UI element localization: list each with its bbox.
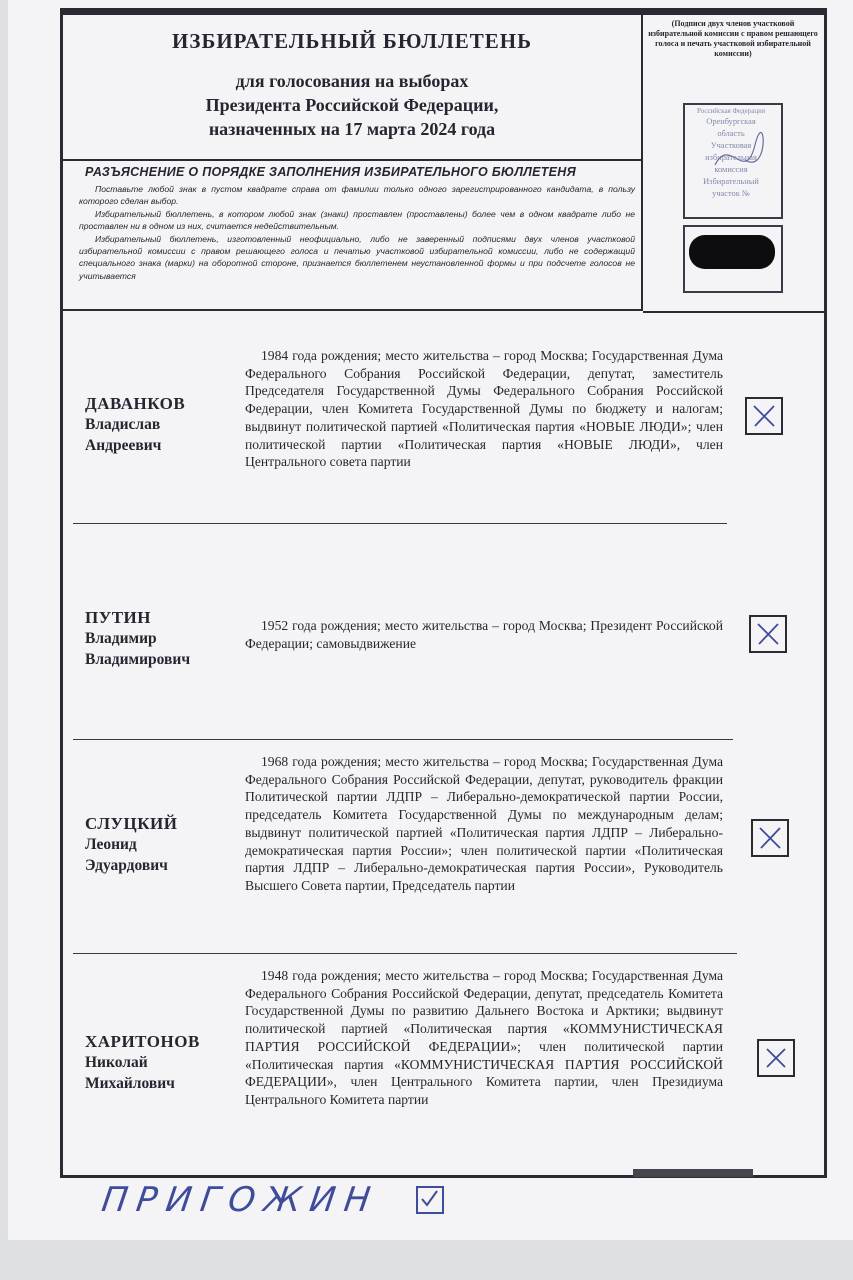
- candidate-row: [63, 525, 824, 737]
- stamp-line: Участковая: [710, 141, 752, 150]
- instructions-paragraph: Избирательный бюллетень, изготовленный неофициально, либо не заверенный подписями двух членов участковой избирательной комиссии с правом решающего голоса и печатью участковой избирательной комиссии, либо не содержащий специального знака (марки) на оборотной стороне, признается бюллетенем неустановленной формы и при подсчете голосов не учитывается: [79, 233, 635, 281]
- redaction-box: [683, 225, 783, 293]
- stamp-line: избирательная: [705, 153, 757, 162]
- vote-checkbox[interactable]: [757, 1039, 795, 1077]
- candidate-middle-name: Эдуардович: [85, 857, 168, 874]
- instructions-paragraph: Поставьте любой знак в пустом квадрате справа от фамилии только одного зарегистрированного кандидата, в пользу которого сделан выбор.: [79, 184, 635, 207]
- candidate-row: [63, 955, 824, 1169]
- candidate-row: [63, 741, 824, 953]
- ballot-subtitle: [63, 69, 641, 141]
- check-mark-icon: [418, 1188, 440, 1210]
- signature-scribble: [685, 105, 781, 217]
- bio-text: 1952 года рождения; место жительства – город Москва; Президент Российской Федерации; самовыдвижение: [245, 618, 723, 651]
- row-divider: [73, 739, 733, 740]
- candidate-first-name: Леонид: [85, 836, 137, 853]
- signature-panel: [643, 11, 824, 313]
- x-mark-icon: [763, 1045, 789, 1071]
- vote-checkbox[interactable]: [749, 615, 787, 653]
- candidate-last-name: СЛУЦКИЙ: [85, 814, 178, 833]
- signature-note: (Подписи двух членов участковой избирательной комиссии с правом решающего голоса и печать участковой избирательной комиссии): [648, 19, 818, 58]
- candidate-bio: [245, 617, 723, 652]
- ballot-header: [63, 11, 643, 161]
- subtitle-line-1: для голосования на выборах: [235, 71, 469, 91]
- bio-text: 1968 года рождения; место жительства – город Москва; Государственная Дума Федерального Собрания Российской Федерации, депутат, руководитель фракции Политической партии ЛДПР – Либерально-демократической партии России, председатель Комитета Государственной Думы по международным делам; выдвинут политической партией «Политическая партия ЛДПР – Либерально-демократическая партия России»; член политической партии «Политическая партия ЛДПР – Либерально-демократическая партия России», Руководитель Высшего Совета партии, Председатель партии: [245, 754, 723, 893]
- redacted-mark: [689, 235, 775, 269]
- vote-checkbox[interactable]: [751, 819, 789, 857]
- candidate-middle-name: Владимирович: [85, 651, 191, 668]
- bottom-rule: [633, 1169, 753, 1177]
- candidate-name: [85, 607, 190, 670]
- stamp-line: область: [717, 129, 745, 138]
- candidate-last-name: ДАВАНКОВ: [85, 394, 186, 413]
- stamp-line: участок №: [712, 189, 750, 198]
- candidate-bio: [245, 753, 723, 895]
- instructions-title: РАЗЪЯСНЕНИЕ О ПОРЯДКЕ ЗАПОЛНЕНИЯ ИЗБИРАТЕЛЬНОГО БЮЛЛЕТЕНЯ: [85, 165, 577, 179]
- subtitle-line-3: назначенных на 17 марта 2024 года: [208, 119, 496, 139]
- stamp-line: комиссия: [714, 165, 748, 174]
- stamp-line: Избирательный: [703, 177, 759, 186]
- paper-sheet: [8, 0, 853, 1240]
- candidate-name: [85, 393, 185, 456]
- candidate-name: [85, 1031, 200, 1094]
- candidate-first-name: Владимир: [85, 630, 157, 647]
- vote-checkbox[interactable]: [745, 397, 783, 435]
- candidate-row: [63, 313, 824, 528]
- stamp-line: Оренбургская: [706, 117, 756, 126]
- x-mark-icon: [755, 621, 781, 647]
- candidate-middle-name: Михайлович: [85, 1075, 175, 1092]
- ballot: [60, 8, 827, 1178]
- bio-text: 1984 года рождения; место жительства – город Москва; Государственная Дума Федерального Собрания Российской Федерации, депутат, заместитель Председателя Государственной Думы Федерального Собрания Российской Федерации, член Комитета Государственной Думы по бюджету и налогам; выдвинут политической партией «Политическая партия «НОВЫЕ ЛЮДИ»; член политической партии «Политическая партия «НОВЫЕ ЛЮДИ», член Центрального совета партии: [245, 348, 723, 470]
- candidate-name: [85, 813, 178, 876]
- candidate-bio: [245, 347, 723, 471]
- ballot-title: ИЗБИРАТЕЛЬНЫЙ БЮЛЛЕТЕНЬ: [172, 29, 532, 53]
- row-divider: [73, 953, 737, 954]
- candidate-last-name: ПУТИН: [85, 608, 151, 627]
- stamp-box: [683, 103, 783, 219]
- x-mark-icon: [757, 825, 783, 851]
- instructions-block: [63, 161, 643, 311]
- instructions-text: [79, 183, 635, 282]
- candidate-first-name: Николай: [85, 1054, 148, 1071]
- bio-text: 1948 года рождения; место жительства – город Москва; Государственная Дума Федерального Собрания Российской Федерации, депутат, председатель Комитета Государственной Думы по развитию Дальнего Востока и Арктики; выдвинут политической партией «Политическая партия «КОММУНИСТИЧЕСКАЯ ПАРТИЯ РОССИЙСКОЙ ФЕДЕРАЦИИ»; член политической партии «Политическая партия «КОММУНИСТИЧЕСКАЯ ПАРТИЯ РОССИЙСКОЙ ФЕДЕРАЦИИ», член Центрального Комитета партии, член Президиума Центрального Комитета партии: [245, 968, 723, 1107]
- candidate-middle-name: Андреевич: [85, 437, 162, 454]
- candidate-last-name: ХАРИТОНОВ: [85, 1032, 200, 1051]
- stamp-line: Российская Федерация: [696, 107, 766, 115]
- x-mark-icon: [751, 403, 777, 429]
- row-divider: [73, 523, 727, 524]
- subtitle-line-2: Президента Российской Федерации,: [205, 95, 499, 115]
- candidate-bio: [245, 967, 723, 1109]
- instructions-paragraph: Избирательный бюллетень, в котором любой знак (знаки) проставлен (проставлены) более чем в одном квадрате либо не проставлен ни в одном из них, считается недействительным.: [79, 208, 635, 232]
- handwritten-checkbox[interactable]: [416, 1186, 444, 1214]
- handwritten-name: ПРИГОЖИН: [99, 1180, 382, 1220]
- candidate-first-name: Владислав: [85, 416, 161, 433]
